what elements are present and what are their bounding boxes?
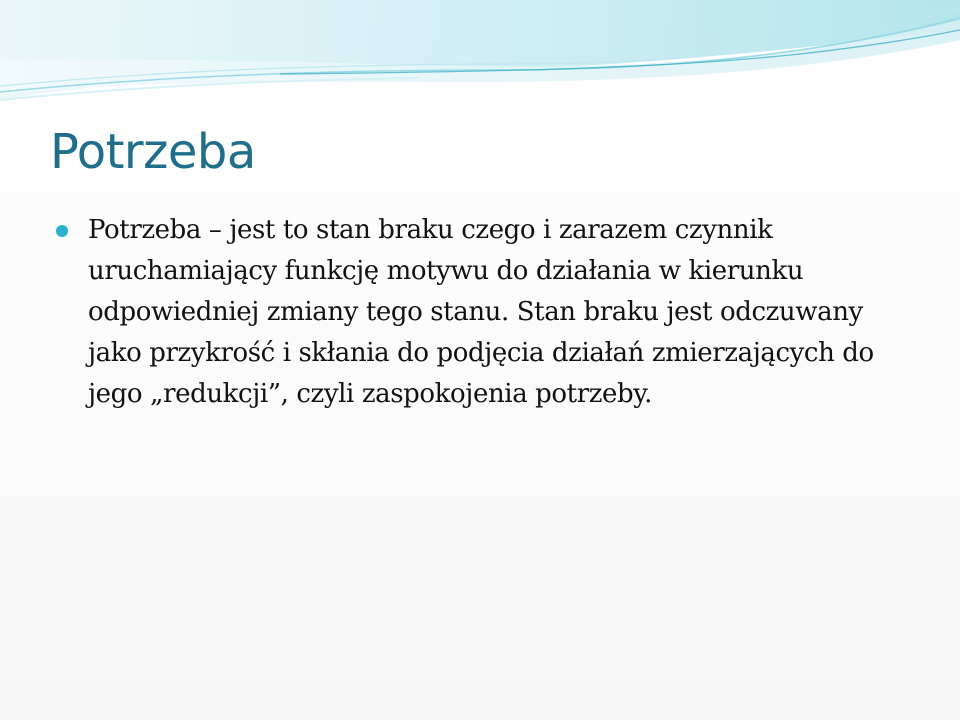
bullet-text: Potrzeba – jest to stan braku czego i zarazem czynnik uruchamiający funkcję motywu do działania w kierunku odpowiedniej zmiany tego stanu. Stan braku jest odczuwany jako przykrość i skłania do podjęcia działań zmierzających do jego „redukcji”, czyli zaspokojenia potrzeby. (88, 215, 874, 409)
slide-title: Potrzeba (50, 124, 256, 180)
bullet-list (52, 210, 912, 415)
bullet-item (52, 210, 912, 415)
bullet-dot-icon (56, 225, 68, 237)
header-wave-decoration (0, 0, 960, 110)
